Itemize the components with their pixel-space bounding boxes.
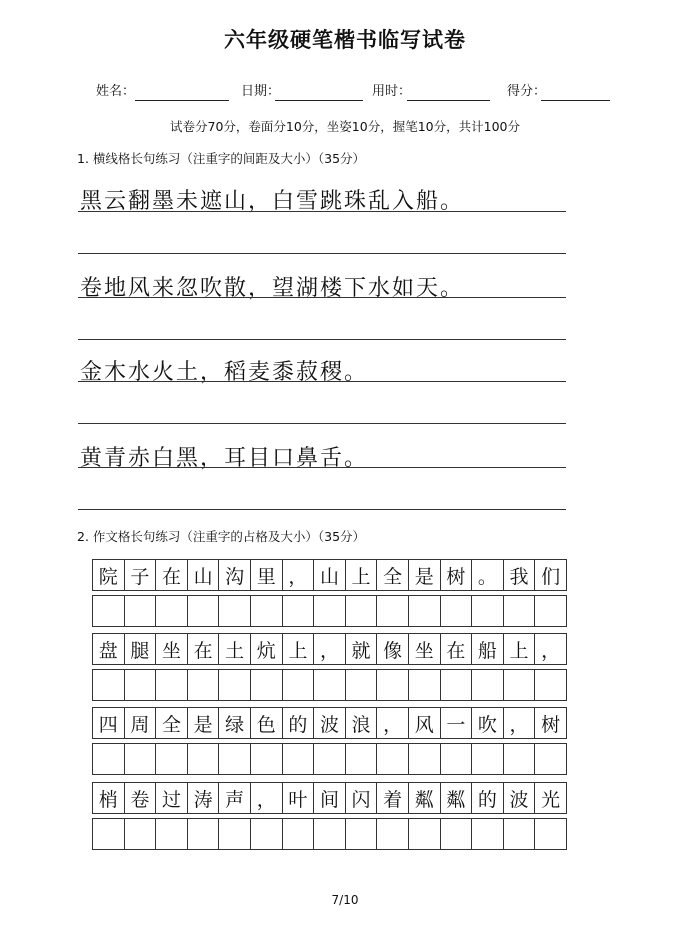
- grid-cell[interactable]: 炕: [250, 633, 283, 665]
- grid-cell[interactable]: 腿: [124, 633, 157, 665]
- grid-cell[interactable]: [155, 595, 188, 627]
- grid-cell[interactable]: [250, 595, 283, 627]
- practice-line-3[interactable]: [78, 381, 566, 382]
- grid-cell[interactable]: [408, 595, 441, 627]
- grid-cell[interactable]: [503, 818, 536, 850]
- time-field[interactable]: [372, 80, 411, 99]
- grid-cell[interactable]: 梢: [92, 782, 125, 814]
- grid-cell[interactable]: 山: [313, 559, 346, 591]
- grid-cell[interactable]: ，: [282, 559, 315, 591]
- name-underline[interactable]: [135, 100, 229, 101]
- grid-cell[interactable]: [345, 743, 378, 775]
- grid-cell[interactable]: 粼: [408, 782, 441, 814]
- grid-cell[interactable]: [345, 818, 378, 850]
- grid-cell[interactable]: [124, 743, 157, 775]
- grid-cell[interactable]: 周: [124, 707, 157, 739]
- grid-cell[interactable]: [282, 818, 315, 850]
- grid-cell[interactable]: 上: [503, 633, 536, 665]
- grid-cell[interactable]: [92, 818, 125, 850]
- grid-cell[interactable]: [218, 595, 251, 627]
- grid-cell[interactable]: [124, 669, 157, 701]
- grid-cell[interactable]: [187, 669, 220, 701]
- grid-cell[interactable]: [440, 595, 473, 627]
- page-title: 六年级硬笔楷书临写试卷: [224, 28, 466, 52]
- grid-cell[interactable]: 吹: [471, 707, 504, 739]
- grid-cell[interactable]: ，: [313, 633, 346, 665]
- grid-cell[interactable]: 间: [313, 782, 346, 814]
- grid-cell[interactable]: ，: [503, 707, 536, 739]
- date-field[interactable]: [241, 80, 280, 99]
- grid-cell[interactable]: 我: [503, 559, 536, 591]
- grid-cell[interactable]: 过: [155, 782, 188, 814]
- grid-cell[interactable]: 涛: [187, 782, 220, 814]
- grid-cell[interactable]: [376, 818, 409, 850]
- grid-cell[interactable]: [155, 818, 188, 850]
- grid-cell[interactable]: ，: [376, 707, 409, 739]
- grid-cell[interactable]: [503, 743, 536, 775]
- practice-line-3-text: 金木水火土，稻麦黍菽稷。: [80, 360, 369, 385]
- grid-cell[interactable]: [376, 595, 409, 627]
- grid-cell[interactable]: [250, 669, 283, 701]
- practice-line-1-text: 黑云翻墨未遮山，白雪跳珠乱入船。: [80, 189, 465, 214]
- grid-cell[interactable]: 卷: [124, 782, 157, 814]
- grid-cell[interactable]: [282, 669, 315, 701]
- practice-line-2[interactable]: [78, 297, 566, 298]
- grid-cell[interactable]: 波: [503, 782, 536, 814]
- grid-cell[interactable]: [155, 669, 188, 701]
- grid-cell[interactable]: 在: [155, 559, 188, 591]
- page-number: 7/10: [331, 893, 359, 907]
- grid-cell[interactable]: 色: [250, 707, 283, 739]
- grid-cell[interactable]: 一: [440, 707, 473, 739]
- grid-cell[interactable]: 光: [534, 782, 567, 814]
- grid-cell[interactable]: [408, 669, 441, 701]
- grid-row-blank: [92, 818, 566, 850]
- grid-cell[interactable]: 叶: [282, 782, 315, 814]
- grid-cell[interactable]: 是: [187, 707, 220, 739]
- grid-cell[interactable]: 上: [345, 559, 378, 591]
- grid-cell[interactable]: 就: [345, 633, 378, 665]
- grid-cell[interactable]: 的: [471, 782, 504, 814]
- grid-row-text: [92, 782, 566, 814]
- time-label: 用时：: [372, 84, 412, 99]
- grid-cell[interactable]: [250, 743, 283, 775]
- grid-row-blank: [92, 743, 566, 775]
- grid-cell[interactable]: 坐: [408, 633, 441, 665]
- grid-cell[interactable]: [408, 743, 441, 775]
- grid-cell[interactable]: 土: [218, 633, 251, 665]
- grid-cell[interactable]: 里: [250, 559, 283, 591]
- grid-cell[interactable]: 船: [471, 633, 504, 665]
- grid-cell[interactable]: [155, 743, 188, 775]
- grid-cell[interactable]: [471, 669, 504, 701]
- grid-cell[interactable]: 风: [408, 707, 441, 739]
- grid-cell[interactable]: [471, 818, 504, 850]
- practice-line-4[interactable]: [78, 467, 566, 468]
- grid-cell[interactable]: [345, 669, 378, 701]
- section1-title: 1. 横线格长句练习（注重字的间距及大小）（35分）: [77, 151, 366, 166]
- grid-cell[interactable]: [92, 595, 125, 627]
- date-underline[interactable]: [275, 100, 363, 101]
- grid-cell[interactable]: [92, 669, 125, 701]
- grid-row-blank: [92, 669, 566, 701]
- grid-row-text: [92, 707, 566, 739]
- blank-line-3[interactable]: [78, 423, 566, 424]
- student-info-row: [0, 80, 690, 104]
- grid-cell[interactable]: 沟: [218, 559, 251, 591]
- grid-cell[interactable]: [282, 595, 315, 627]
- grid-cell[interactable]: [503, 669, 536, 701]
- blank-line-1[interactable]: [78, 253, 566, 254]
- section2-title: 2. 作文格长句练习（注重字的占格及大小）（35分）: [77, 529, 366, 544]
- practice-line-1[interactable]: [78, 211, 566, 212]
- grid-cell[interactable]: [345, 595, 378, 627]
- grid-cell[interactable]: [124, 595, 157, 627]
- grid-cell[interactable]: 浪: [345, 707, 378, 739]
- blank-line-4[interactable]: [78, 509, 566, 510]
- grid-cell[interactable]: ，: [534, 633, 567, 665]
- score-field[interactable]: [507, 80, 546, 99]
- date-label: 日期：: [241, 84, 281, 99]
- grid-cell[interactable]: [440, 818, 473, 850]
- grid-cell[interactable]: [534, 595, 567, 627]
- grid-cell[interactable]: [503, 595, 536, 627]
- grid-cell[interactable]: [534, 743, 567, 775]
- grid-cell[interactable]: [440, 743, 473, 775]
- grid-cell[interactable]: 上: [282, 633, 315, 665]
- grid-cell[interactable]: 在: [187, 633, 220, 665]
- score-breakdown: 试卷分70分，卷面分10分，坐姿10分，握笔10分，共计100分: [170, 119, 520, 134]
- grid-cell[interactable]: 树: [440, 559, 473, 591]
- grid-cell[interactable]: [471, 595, 504, 627]
- grid-cell[interactable]: [408, 818, 441, 850]
- grid-row-blank: [92, 595, 566, 627]
- grid-cell[interactable]: [218, 743, 251, 775]
- grid-cell[interactable]: [218, 818, 251, 850]
- grid-cell[interactable]: 的: [282, 707, 315, 739]
- practice-line-4-text: 黄青赤白黑，耳目口鼻舌。: [80, 446, 369, 471]
- grid-cell[interactable]: 子: [124, 559, 157, 591]
- score-underline[interactable]: [541, 100, 610, 101]
- grid-cell[interactable]: 坐: [155, 633, 188, 665]
- grid-cell[interactable]: 四: [92, 707, 125, 739]
- grid-cell[interactable]: [282, 743, 315, 775]
- grid-cell[interactable]: 树: [534, 707, 567, 739]
- grid-row-text: [92, 559, 566, 591]
- grid-cell[interactable]: [124, 818, 157, 850]
- grid-cell[interactable]: 波: [313, 707, 346, 739]
- grid-cell[interactable]: 声: [218, 782, 251, 814]
- grid-cell[interactable]: [218, 669, 251, 701]
- grid-cell[interactable]: 像: [376, 633, 409, 665]
- grid-cell[interactable]: 在: [440, 633, 473, 665]
- grid-cell[interactable]: 着: [376, 782, 409, 814]
- grid-cell[interactable]: 绿: [218, 707, 251, 739]
- grid-cell[interactable]: 们: [534, 559, 567, 591]
- grid-cell[interactable]: [440, 669, 473, 701]
- grid-cell[interactable]: 全: [155, 707, 188, 739]
- grid-cell[interactable]: [187, 818, 220, 850]
- grid-cell[interactable]: [313, 595, 346, 627]
- grid-cell[interactable]: [92, 743, 125, 775]
- grid-cell[interactable]: 是: [408, 559, 441, 591]
- grid-cell[interactable]: [376, 743, 409, 775]
- grid-cell[interactable]: 院: [92, 559, 125, 591]
- grid-cell[interactable]: 山: [187, 559, 220, 591]
- grid-cell[interactable]: [250, 818, 283, 850]
- blank-line-2[interactable]: [78, 339, 566, 340]
- grid-cell[interactable]: [534, 818, 567, 850]
- practice-line-2-text: 卷地风来忽吹散，望湖楼下水如天。: [80, 276, 465, 301]
- grid-cell[interactable]: [313, 818, 346, 850]
- name-label: 姓名：: [96, 84, 136, 99]
- name-field[interactable]: [96, 80, 135, 99]
- grid-cell[interactable]: 闪: [345, 782, 378, 814]
- grid-cell[interactable]: [471, 743, 504, 775]
- grid-cell[interactable]: ，: [250, 782, 283, 814]
- grid-cell[interactable]: 盘: [92, 633, 125, 665]
- grid-cell[interactable]: [376, 669, 409, 701]
- grid-cell[interactable]: [187, 743, 220, 775]
- grid-cell[interactable]: [313, 743, 346, 775]
- grid-cell[interactable]: [187, 595, 220, 627]
- grid-cell[interactable]: [534, 669, 567, 701]
- grid-cell[interactable]: 。: [471, 559, 504, 591]
- grid-cell[interactable]: 粼: [440, 782, 473, 814]
- grid-cell[interactable]: 全: [376, 559, 409, 591]
- grid-row-text: [92, 633, 566, 665]
- time-underline[interactable]: [407, 100, 490, 101]
- score-label: 得分：: [507, 84, 547, 99]
- grid-cell[interactable]: [313, 669, 346, 701]
